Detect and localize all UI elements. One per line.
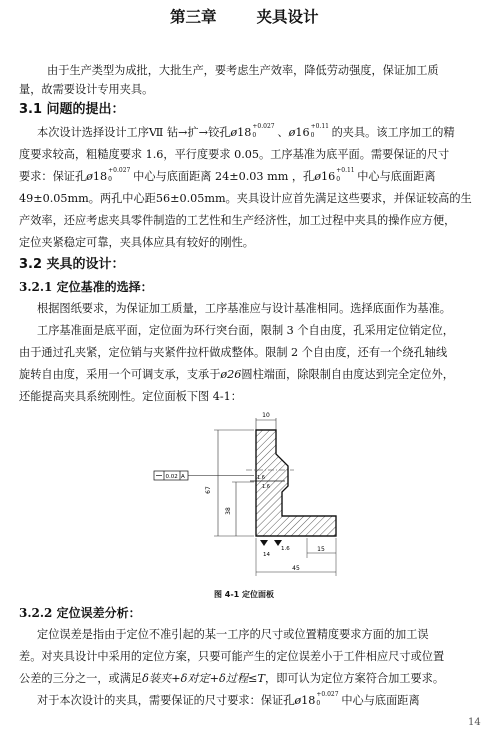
sec321-line-3: 由于通过孔夹紧，定位销与夹紧件拉杆做成整体。限制 2 个自由度，还有一个绕孔轴线 (19, 346, 448, 359)
chapter-name: 夹具设计 (256, 8, 319, 26)
sec322-line-2: 差。对夹具设计中采用的定位方案，只要可能产生的定位误差小于工件相应尺寸或位置 (19, 650, 445, 663)
sec322-line-1: 定位误差是指由于定位不准引起的某一工序的尺寸或位置精度要求方面的加工误 (37, 628, 429, 641)
intro-line-2: 量，故需要设计专用夹具。 (19, 83, 154, 96)
svg-text:0.02: 0.02 (165, 474, 178, 480)
page-number: 14 (468, 717, 481, 728)
dim-right-step: 15 (317, 546, 325, 553)
section-3-2-heading: 3.2 夹具的设计： (19, 257, 125, 272)
plate-section (256, 430, 336, 536)
svg-text:14: 14 (263, 552, 270, 558)
sec31-line-6: 定位夹紧稳定可靠，夹具体应具有较好的刚性。 (19, 236, 254, 249)
sec321-line-4: 旋转自由度，采用一个可调支承，支承于ø26圆柱端面，除限制自由度达到完全定位外， (19, 368, 454, 381)
section-3-2-1-heading: 3.2.1 定位基准的选择： (19, 280, 153, 294)
sec322-line-4: 对于本次设计的夹具，需要保证的尺寸要求：保证孔ø18 +0.027 0 中心与底面距离 (37, 691, 420, 707)
section-3-1-heading: 3.1 问题的提出： (19, 102, 125, 117)
dim-top: 10 (262, 412, 270, 419)
sec31-line-1: 本次设计选择设计工序Ⅶ 钻→扩→铰孔ø18 +0.027 0 、ø16 +0.11 0 的夹具。该工序加工的精 (37, 123, 455, 139)
sec321-line-1: 根据图纸要求，为保证加工质量，工序基准应与设计基准相同。选择底面作为基准。 (37, 302, 451, 315)
section-3-2-2-heading: 3.2.2 定位误差分析： (19, 606, 141, 620)
figure-locating-plate (150, 408, 350, 583)
sec31-line-4: 49±0.05mm。两孔中心距56±0.05mm。夹具设计应首先满足这些要求，并保证较高的生 (19, 192, 472, 205)
figure-caption: 图 4-1 定位面板 (214, 590, 275, 599)
sec321-line-5: 还能提高夹具系统刚性。定位面板下图 4-1： (19, 390, 242, 403)
dim-width: 45 (292, 565, 300, 572)
intro-line-1: 由于生产类型为成批，大批生产，要考虑生产效率，降低劳动强度，保证加工质 (47, 64, 439, 77)
svg-text:1.6: 1.6 (281, 546, 290, 552)
sec31-line-5: 产效率，还应考虑夹具零件制造的工艺性和生产经济性，加工过程中夹具的操作应方便， (19, 214, 456, 227)
svg-text:1.6: 1.6 (257, 475, 265, 481)
svg-text:1.6: 1.6 (262, 484, 270, 490)
svg-text:A: A (181, 474, 185, 480)
sec31-line-3: 要求：保证孔ø18 +0.027 0 中心与底面距离 24±0.03 mm ，孔ø16 +0.11 0 中心与底面距离 (19, 167, 436, 183)
sec31-line-2: 度要求较高，粗糙度要求 1.6，平行度要求 0.05。工序基准为底平面。需要保证的尺寸 (19, 148, 450, 161)
chapter-number: 第三章 (170, 8, 217, 26)
chapter-title (170, 10, 319, 24)
dim-height-lower: 38 (225, 507, 232, 515)
dim-height-total: 67 (205, 486, 212, 494)
sec321-line-2: 工序基准面是底平面，定位面为环行突台面，限制 3 个自由度，孔采用定位销定位， (37, 324, 454, 337)
sec322-line-3: 公差的三分之一，或满足δ装夹+δ对定+δ过程≤T，即可认为定位方案符合加工要求。 (19, 672, 445, 685)
